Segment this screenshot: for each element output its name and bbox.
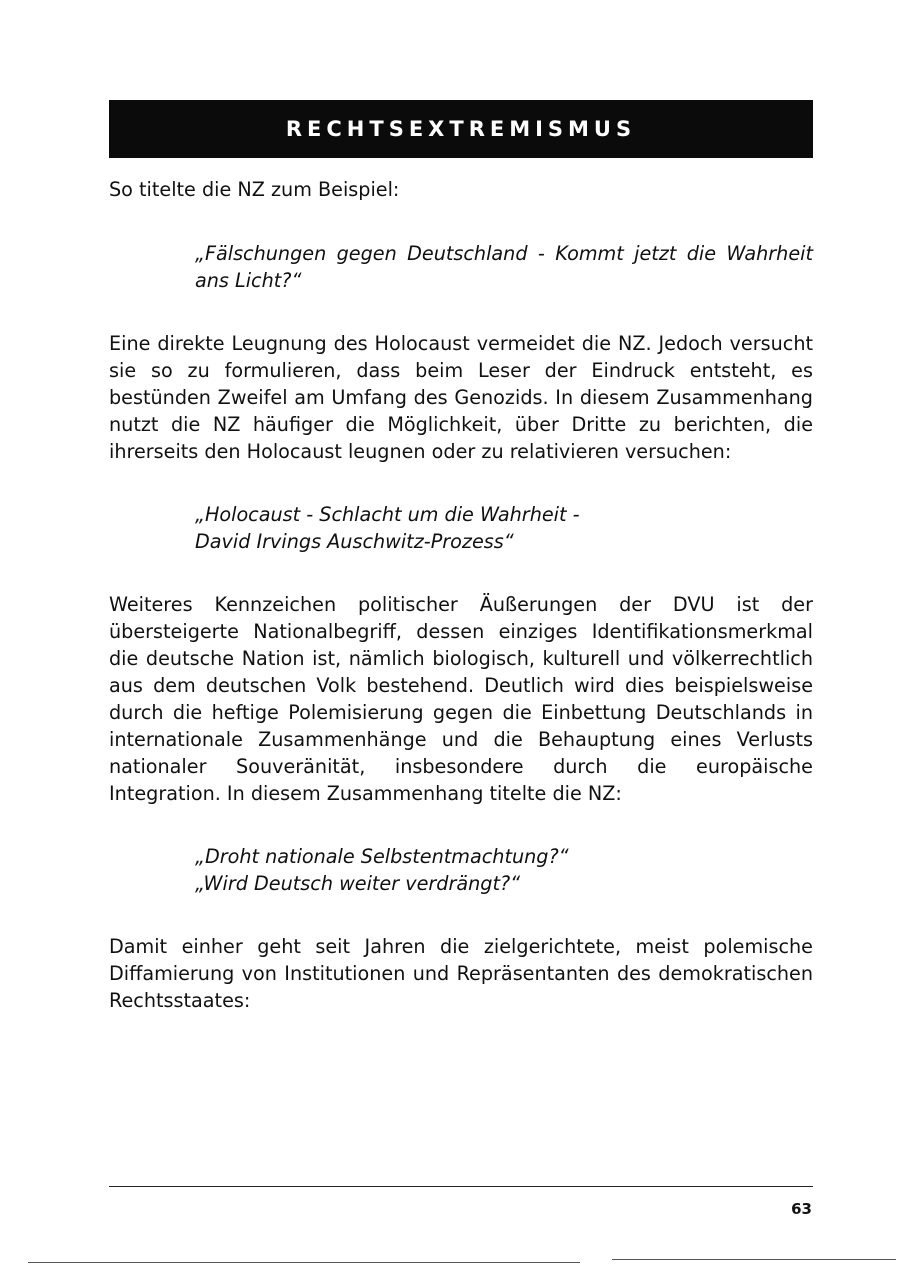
footer-divider bbox=[109, 1186, 813, 1187]
page-number: 63 bbox=[791, 1200, 812, 1218]
paragraph-defamation: Damit einher geht seit Jahren die zielgerichtete, meist polemische Diffamierung von Institutionen und Repräsentanten des demokratischen Rechtsstaates: bbox=[109, 935, 813, 1012]
quote-2-line-1: „Holocaust - Schlacht um die Wahrheit - bbox=[195, 503, 580, 526]
quote-2-line-2: David Irvings Auschwitz-Prozess“ bbox=[195, 530, 514, 553]
intro-text: So titelte die NZ zum Beispiel: bbox=[109, 178, 400, 201]
paragraph-holocaust: Eine direkte Leugnung des Holocaust vermeidet die NZ. Jedoch versucht sie so zu formulieren, dass beim Leser der Eindruck entsteht, es bestünden Zweifel am Umfang des Genozids. In diesem Zusammenhang nutzt die NZ häufiger die Möglichkeit, über Dritte zu berichten, die ihrerseits den Holocaust leugnen oder zu relativieren versuchen: bbox=[109, 332, 813, 463]
paragraph-nationalism: Weiteres Kennzeichen politischer Äußerungen der DVU ist der übersteigerte Nationalbegriff, dessen einziges Identifikationsmerkmal die deutsche Nation ist, nämlich biologisch, kulturell und völkerrechtlich aus dem deutschen Volk bestehend. Deutlich wird dies beispielsweise durch die heftige Polemisierung gegen die Einbettung Deutschlands in internationale Zusammenhänge und die Behauptung eines Verlusts nationaler Souveränität, insbesondere durch die europäische Integration. In diesem Zusammenhang titelte die NZ: bbox=[109, 593, 813, 805]
quote-3-line-2: „Wird Deutsch weiter verdrängt?“ bbox=[195, 872, 521, 895]
quote-headline-1: „Fälschungen gegen Deutschland - Kommt jetzt die Wahrheit ans Licht?“ bbox=[195, 242, 813, 292]
section-header-bar bbox=[109, 100, 813, 158]
quote-headline-3 bbox=[109, 843, 813, 897]
quote-3-line-1: „Droht nationale Selbstentmachtung?“ bbox=[195, 845, 569, 868]
scan-edge-line-right bbox=[612, 1259, 896, 1260]
quote-headline-2 bbox=[109, 501, 813, 555]
scan-edge-line-left bbox=[28, 1262, 580, 1263]
page-body bbox=[109, 176, 813, 1014]
section-title: RECHTSEXTREMISMUS bbox=[285, 117, 637, 141]
